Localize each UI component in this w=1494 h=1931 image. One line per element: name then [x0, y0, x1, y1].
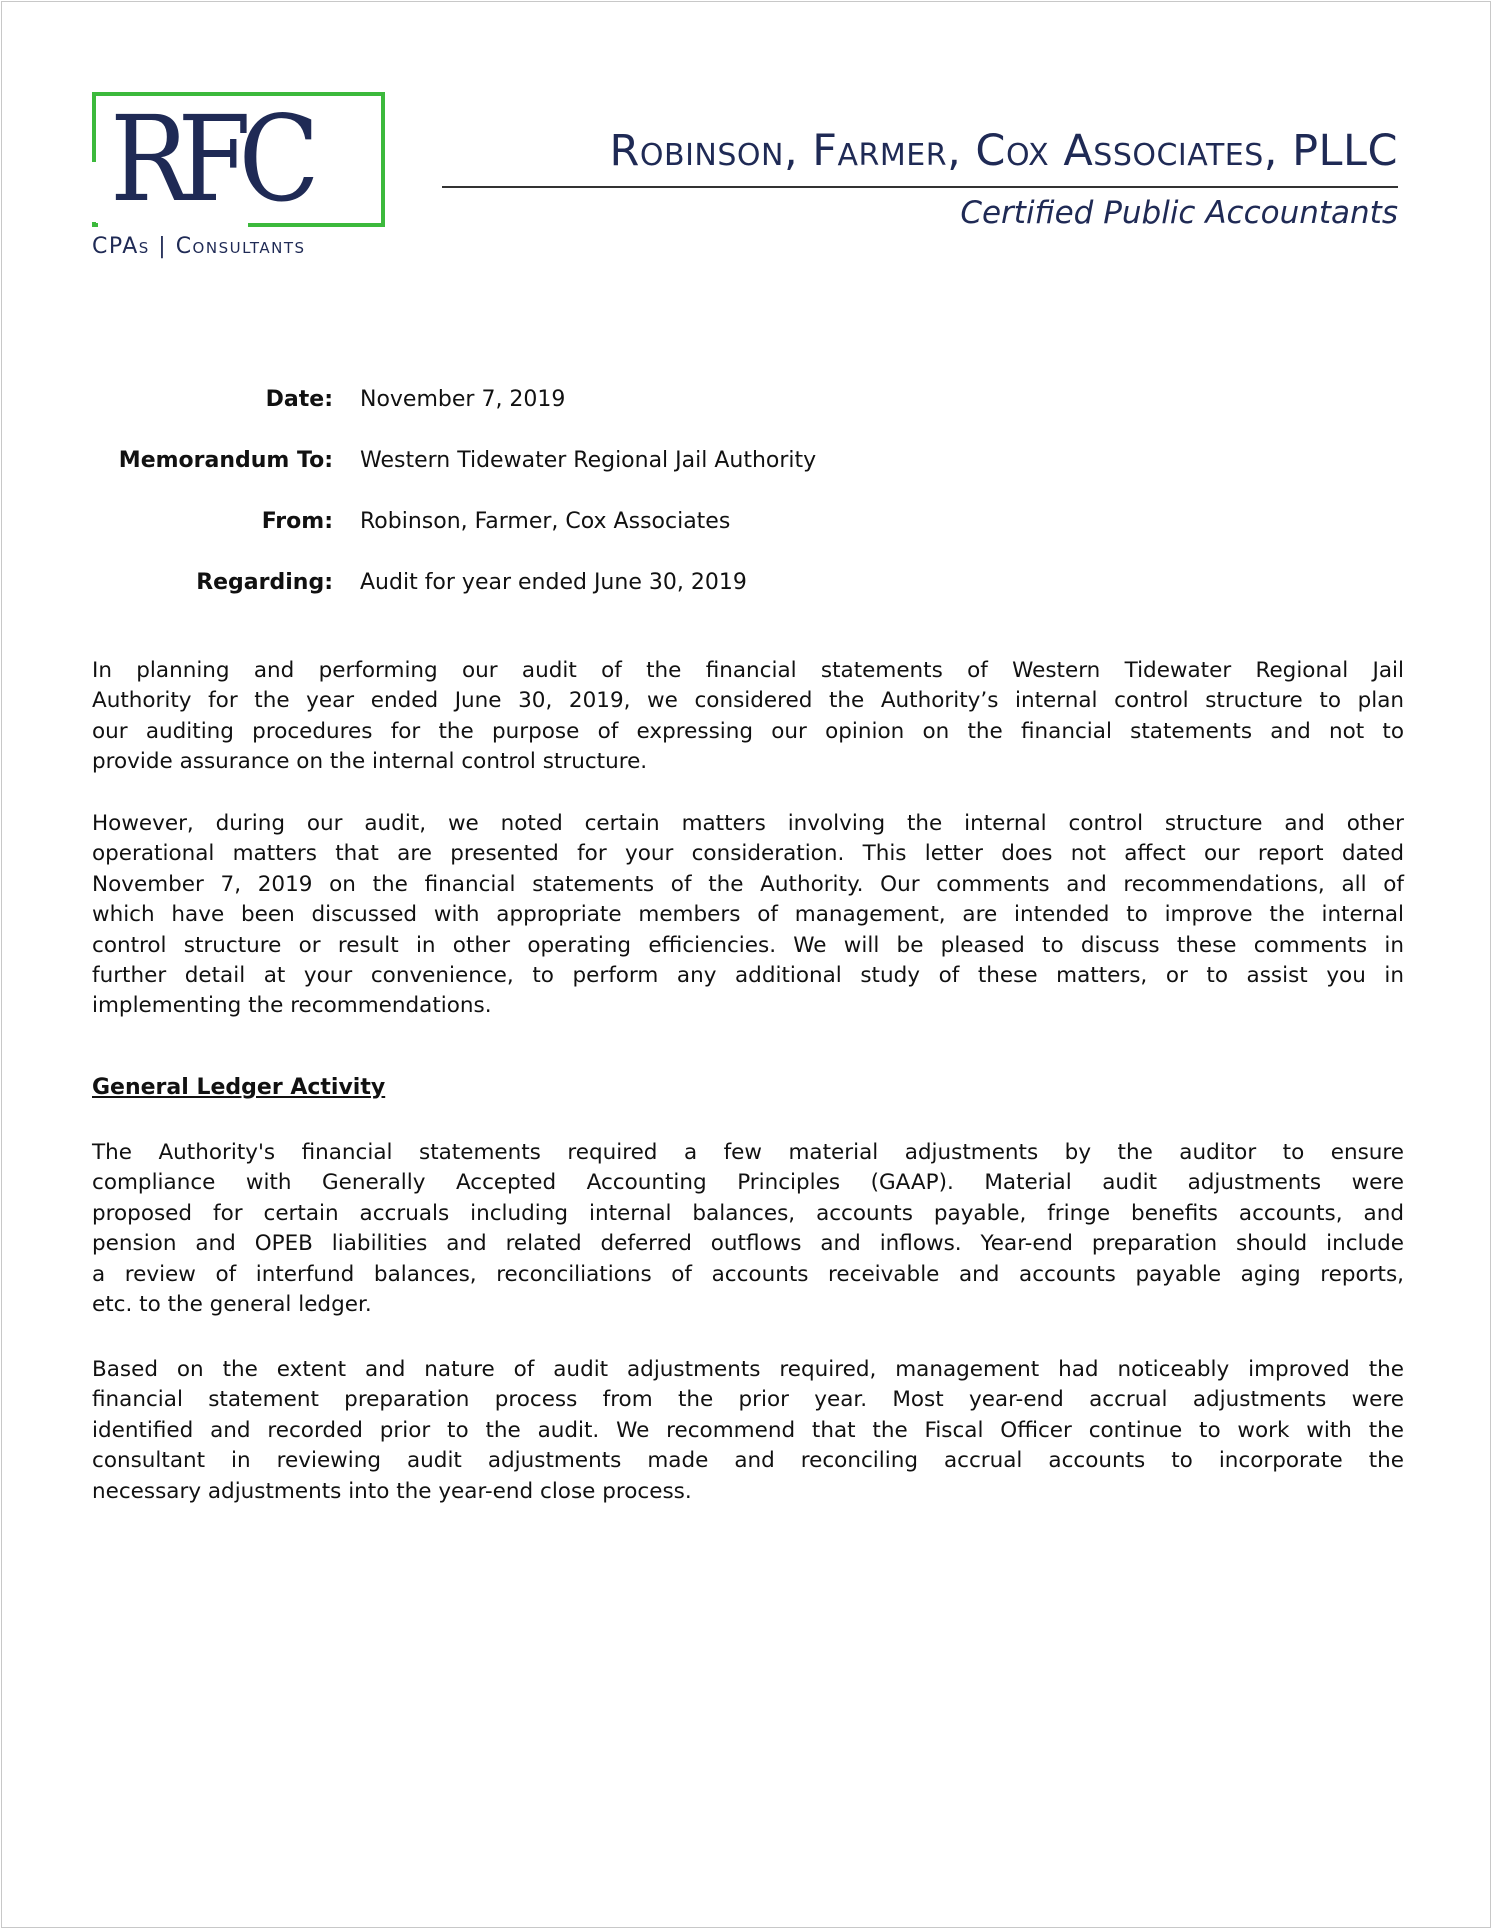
- text-line: provide assurance on the internal control structure.: [92, 749, 648, 775]
- text-line: compliance with Generally Accepted Accounting Principles (GAAP). Material audit adjustments were: [92, 1170, 1404, 1196]
- text-line: However, during our audit, we noted certain matters involving the internal control structure and other: [92, 811, 1404, 836]
- text-line: The Authority's financial statements required a few material adjustments by the auditor to ensure: [92, 1140, 1404, 1165]
- logo-frame-gap: [84, 162, 98, 222]
- logo-tagline: CPAs | Consultants: [92, 234, 306, 259]
- text-line: In planning and performing our audit of the financial statements of Western Tidewater Regional Jail: [92, 658, 1404, 683]
- text-line: Based on the extent and nature of audit adjustments required, management had noticeably improved the: [92, 1357, 1404, 1382]
- memo-label: Date:: [265, 387, 333, 412]
- text-line: financial statement preparation process from the prior year. Most year-end accrual adjustments were: [92, 1387, 1404, 1413]
- text-line: November 7, 2019 on the financial statements of the Authority. Our comments and recommendations, all of: [92, 871, 1404, 897]
- text-line: which have been discussed with appropriate members of management, are intended to improve the internal: [92, 902, 1404, 928]
- header-divider: [442, 186, 1398, 188]
- memo-value: Robinson, Farmer, Cox Associates: [360, 509, 731, 534]
- memo-value: Audit for year ended June 30, 2019: [360, 570, 747, 595]
- text-line: consultant in reviewing audit adjustments made and reconciling accrual accounts to incorporate the: [92, 1448, 1404, 1474]
- paragraph-2: [92, 809, 1404, 1022]
- firm-name: Robinson, Farmer, Cox Associates, PLLC: [609, 126, 1398, 176]
- text-line: proposed for certain accruals including internal balances, accounts payable, fringe benefits accounts, and: [92, 1200, 1404, 1226]
- text-line: implementing the recommendations.: [92, 993, 492, 1019]
- memo-value: Western Tidewater Regional Jail Authority: [360, 448, 817, 473]
- text-line: control structure or result in other operating efficiencies. We will be pleased to discuss these comments in: [92, 932, 1404, 958]
- text-line: further detail at your convenience, to perform any additional study of these matters, or to assist you in: [92, 962, 1404, 988]
- text-line: pension and OPEB liabilities and related deferred outflows and inflows. Year-end preparation should include: [92, 1231, 1404, 1257]
- memo-value: November 7, 2019: [360, 387, 566, 412]
- memo-label: From:: [261, 509, 333, 534]
- text-line: Authority for the year ended June 30, 2019, we considered the Authority’s internal control structure to plan: [92, 688, 1404, 714]
- paragraph-3: [92, 1138, 1404, 1320]
- section-heading: General Ledger Activity: [92, 1075, 386, 1100]
- text-line: necessary adjustments into the year-end close process.: [92, 1478, 692, 1504]
- memo-label: Memorandum To:: [118, 448, 333, 473]
- text-line: etc. to the general ledger.: [92, 1291, 372, 1317]
- text-line: our auditing procedures for the purpose of expressing our opinion on the financial statements and not to: [92, 718, 1404, 744]
- document-page: [1, 1, 1491, 1928]
- memo-label: Regarding:: [196, 570, 333, 595]
- firm-subtitle: Certified Public Accountants: [960, 195, 1398, 231]
- text-line: identified and recorded prior to the audit. We recommend that the Fiscal Officer continue to work with the: [92, 1417, 1404, 1443]
- text-line: a review of interfund balances, reconciliations of accounts receivable and accounts payable aging reports,: [92, 1261, 1404, 1287]
- paragraph-1: [92, 656, 1404, 778]
- text-line: operational matters that are presented for your consideration. This letter does not affect our report dated: [92, 841, 1404, 867]
- logo-letters: RFC: [110, 90, 308, 228]
- paragraph-4: [92, 1355, 1404, 1507]
